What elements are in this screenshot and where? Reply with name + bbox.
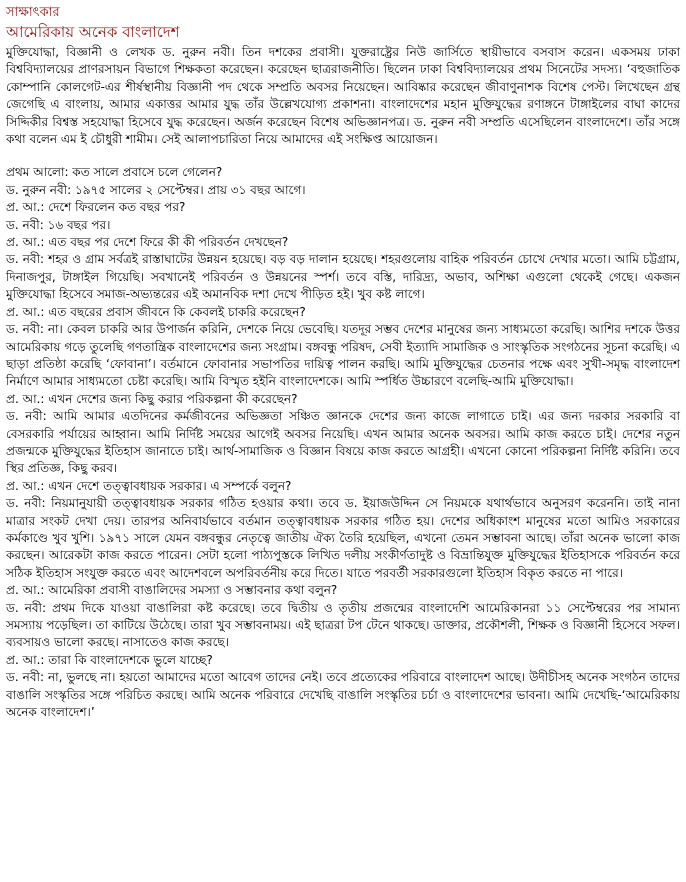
answer-6: ড. নবী: নিয়মানুযায়ী তত্ত্বাবধায়ক সরকার গঠিত হওয়ার কথা। তবে ড. ইয়াজউদ্দিন সে নিয়মকে যথার্থভাবে অনুসরণ করেননি। তাই নানা মাত্রার সংকট দেখা দেয়। তারপর অনিবার্যভাবে বর্তমান তত্ত্বাবধায়ক সরকার গঠিত হয়। দেশের অধিকাংশ মানুষের মতো আমিও সরকারের কর্মকাণ্ডে খুব খুশি। ১৯৭১ সালে যেমন বঙ্গবন্ধুর নেতৃত্বে জাতীয় ঐক্য তৈরি হয়েছিল, এখনো তেমন সম্ভাবনা আছে। তাঁরা অনেক ভালো কাজ করছেন। আরেকটা কাজ করতে পারেন। সেটা হলো পাঠ্যপুস্তকে লিখিত দলীয় সংকীর্ণতাদুষ্ট ও বিভ্রান্তিযুক্ত মুক্তিযুদ্ধের ইতিহাসকে পরিবর্তন করে সঠিক ইতিহাস সংযুক্ত করতে এবং আদেশবলে অপরিবর্তনীয় করে দিতে। যাতে পরবর্তী সরকারগুলো ইতিহাস বিকৃত করতে না পারে।: [6, 496, 680, 580]
intro-paragraph: মুক্তিযোদ্ধা, বিজ্ঞানী ও লেখক ড. নুরুন নবী। তিন দশকের প্রবাসী। যুক্তরাষ্ট্রের নিউ জার্সিতে স্থায়ীভাবে বসবাস করেন। একসময় ঢাকা বিশ্ববিদ্যালয়ের প্রাণরসায়ন বিভাগে শিক্ষকতা করেছেন। করেছেন ছাত্ররাজনীতি। ছিলেন ঢাকা বিশ্ববিদ্যালয়ের প্রথম সিনেটের সদস্য। ‘বহুজাতিক কোম্পানি কোলগেট-এর শীর্ষস্থানীয় বিজ্ঞানী পদ থেকে সম্প্রতি অবসর নিয়েছেন। আবিষ্কার করেছেন জীবাণুনাশক বিশেষ পেস্ট। লিখেছেন গ্রন্থ জেগেছি এ বাংলায়, আমার একাত্তর আমার যুদ্ধ তাঁর উল্লেখযোগ্য প্রকাশনা। বাংলাদেশের মহান মুক্তিযুদ্ধের রণাঙ্গনে টাঙ্গাইলের বাঘা কাদের সিদ্দিকীর বিশ্বস্ত সহযোদ্ধা হিসেবে যুদ্ধ করেছেন। অর্জন করেছেন বিশেষ অভিজ্ঞানপত্র। ড. নুরুন নবী সম্প্রতি এসেছিলেন বাংলাদেশে। তাঁর সঙ্গে কথা বলেন এম ই চৌধুরী শামীম। সেই আলাপচারিতা নিয়ে আমাদের এই সংক্ষিপ্ত আয়োজন।: [6, 45, 680, 147]
question-3: প্র. আ.: এত বছর পর দেশে ফিরে কী কী পরিবর্তন দেখছেন?: [6, 235, 289, 250]
answer-8: ড. নবী: না, ভুলছে না। হয়তো আমাদের মতো আবেগ তাদের নেই। তবে প্রত্যেকের পরিবারে বাংলাদেশ আছে। উদীচীসহ অনেক সংগঠন তাদের বাঙালি সংস্কৃতির সঙ্গে পরিচিত করছে। আমি অনেক পরিবারে দেখেছি বাঙালি সংস্কৃতির চর্চা ও বাংলাদেশের ভাবনা। আমি দেখেছি-‘আমেরিকায় অনেক বাংলাদেশ।’: [6, 670, 680, 720]
article-headline: আমেরিকায় অনেক বাংলাদেশ: [6, 23, 180, 41]
question-4: প্র. আ.: এত বছরের প্রবাস জীবনে কি কেবলই চাকরি করেছেন?: [6, 304, 306, 319]
answer-4: ড. নবী: না। কেবল চাকরি আর উপার্জন করিনি, দেশকে নিয়ে ভেবেছি। যতদূর সম্ভব দেশের মানুষের জন্য সাধ্যমতো করেছি। আশির দশকে উত্তর আমেরিকায় গড়ে তুলেছি গণতান্ত্রিক বাংলাদেশের জন্য সংগ্রাম। বঙ্গবন্ধু পরিষদ, সেবী ইত্যাদি সামাজিক ও সাংস্কৃতিক সংগঠনের সূচনা করেছি। এ ছাড়া প্রতিষ্ঠা করেছি ‘ফোবানা’। বর্তমানে ফোবানার সভাপতির দায়িত্ব পালন করছি। আমি মুক্তিযুদ্ধের চেতনার পক্ষে এবং সুখী-সমৃদ্ধ বাংলাদেশ নির্মাণে আমার সাধ্যমতো চেষ্টা করেছি। আমি বিস্মৃত হইনি বাংলাদেশকে। আমি স্পর্ধিত উচ্চারণে বলেছি-আমি মুক্তিযোদ্ধা।: [6, 322, 680, 389]
answer-5: ড. নবী: আমি আমার এতদিনের কর্মজীবনের অভিজ্ঞতা সঞ্চিত জ্ঞানকে দেশের জন্য কাজে লাগাতে চাই। এর জন্য দরকার সরকারি বা বেসরকারি পর্যায়ের আহ্বান। আমি নির্দিষ্ট সময়ের আগেই অবসর নিয়েছি। এখন আমার অনেক অবসর। আমি কাজ করতে চাই। দেশের নতুন প্রজন্মকে মুক্তিযুদ্ধের ইতিহাস জানাতে চাই। আর্থ-সামাজিক ও বিজ্ঞান বিষয়ে কাজ করতে আগ্রহী। এখনো কোনো পরিকল্পনা নির্দিষ্ট করিনি। তবে স্থির প্রতিজ্ঞ, কিছু করব।: [6, 409, 680, 476]
section-label: সাক্ষাৎকার: [6, 5, 60, 20]
question-2: প্র. আ.: দেশে ফিরলেন কত বছর পর?: [6, 200, 186, 215]
question-6: প্র. আ.: এখন দেশে তত্ত্বাবধায়ক সরকার। এ সম্পর্কে বলুন?: [6, 478, 292, 493]
question-5: প্র. আ.: এখন দেশের জন্য কিছু করার পরিকল্পনা কী করেছেন?: [6, 391, 298, 406]
question-7: প্র. আ.: আমেরিকা প্রবাসী বাঙালিদের সমস্যা ও সম্ভাবনার কথা বলুন?: [6, 583, 338, 598]
question-8: প্র. আ.: তারা কি বাংলাদেশকে ভুলে যাচ্ছে?: [6, 652, 213, 667]
question-1: প্রথম আলো: কত সালে প্রবাসে চলে গেলেন?: [6, 165, 223, 180]
answer-1: ড. নুরুন নবী: ১৯৭৫ সালের ২ সেপ্টেম্বর। প্রায় ৩১ বছর আগে।: [6, 182, 306, 197]
answer-7: ড. নবী: প্রথম দিকে যাওয়া বাঙালিরা কষ্ট করেছে। তবে দ্বিতীয় ও তৃতীয় প্রজন্মের বাংলাদেশি আমেরিকানরা ১১ সেপ্টেম্বরের পর সামান্য সমস্যায় পড়েছিল। তা কাটিয়ে উঠেছে। তারা খুব সম্ভাবনাময়। এই ছাত্ররা টপ টেনে থাকছে। ডাক্তার, প্রকৌশলী, শিক্ষক ও বিজ্ঞানী হিসেবে সফল। ব্যবসায়ও ভালো করছে। নাসাতেও কাজ করছে।: [6, 600, 681, 650]
answer-3: ড. নবী: শহর ও গ্রাম সর্বত্রই রাস্তাঘাটের উন্নয়ন হয়েছে। বড় বড় দালান হয়েছে। শহরগুলোয় বাহিক পরিবর্তন চোখে দেখার মতো। আমি চট্টগ্রাম, দিনাজপুর, টাঙ্গাইল গিয়েছি। সবখানেই পরিবর্তন ও উন্নয়নের স্পর্শ। তবে বস্তি, দারিদ্র্য, অভাব, অশিক্ষা এগুলো থেকেই গেছে। একজন মুক্তিযোদ্ধা হিসেবে সমাজ-অভ্যন্তরের এই অমানবিক দশা দেখে পীড়িত হই। খুব কষ্ট লাগে।: [6, 252, 680, 302]
answer-2: ড. নবী: ১৬ বছর পর।: [6, 217, 111, 232]
